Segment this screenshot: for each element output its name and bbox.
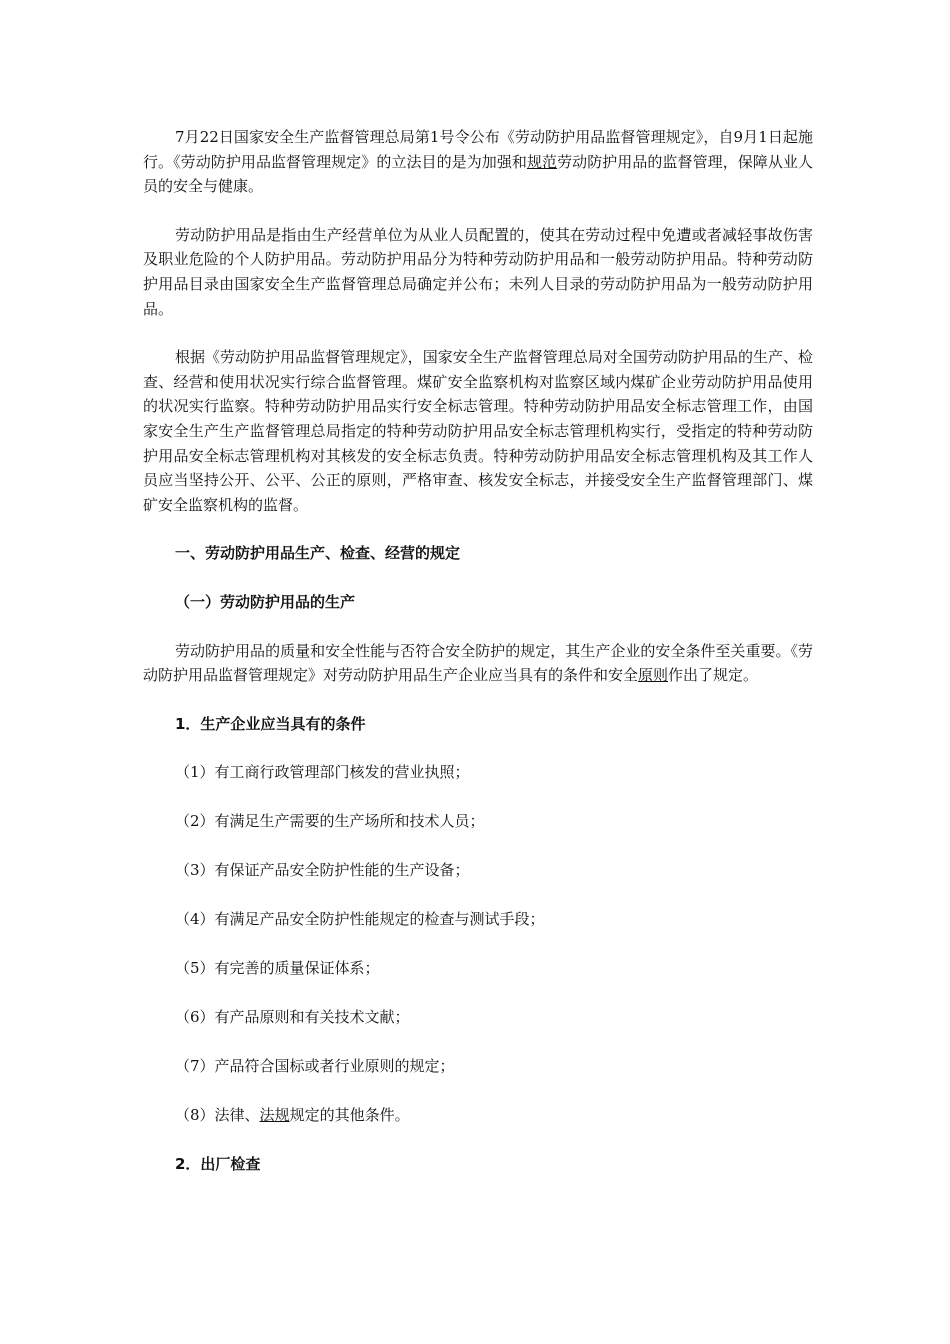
list-item [143, 1103, 813, 1128]
text: （8）法律、 [175, 1106, 260, 1125]
text: 规定的其他条件。 [289, 1106, 410, 1125]
list-item: （7）产品符合国标或者行业原则的规定； [175, 1057, 455, 1076]
text: 作出了规定。 [668, 666, 759, 685]
section-heading-1: 一、劳动防护用品生产、检查、经营的规定 [175, 544, 461, 563]
heading-conditions: 1．生产企业应当具有的条件 [175, 714, 366, 733]
subsection-heading-production: （一）劳动防护用品的生产 [175, 592, 356, 611]
text: 7月22日国家安全生产监督管理总局第1号令公布《劳动防护用品监督管理规定》，自9月1日起施行。《劳动防护用品监督管理规定》的立法目的是为加强和 [143, 128, 813, 171]
paragraph-production [143, 639, 813, 688]
text: 劳动防护用品的监督管理，保障从业人员的安全与健康。 [143, 152, 813, 196]
list-item: （4）有满足产品安全防护性能规定的检查与测试手段； [175, 910, 545, 929]
paragraph-definition: 劳动防护用品是指由生产经营单位为从业人员配置的，使其在劳动过程中免遭或者减轻事故伤害及职业危险的个人防护用品。劳动防护用品分为特种劳动防护用品和一般劳动防护用品。特种劳动防护用品目录由国家安全生产监督管理总局确定并公布；未列人目录的劳动防护用品为一般劳动防护用品。 [143, 225, 813, 318]
list-item: （6）有产品原则和有关技术文献； [175, 1008, 410, 1027]
heading-factory-inspection: 2．出厂检查 [175, 1155, 261, 1174]
paragraph-intro [143, 125, 813, 199]
list-item: （2）有满足生产需要的生产场所和技术人员； [175, 812, 485, 831]
link-yuanze[interactable]: 原则 [638, 666, 669, 685]
document-page [143, 125, 813, 1201]
link-guifan[interactable]: 规范 [526, 152, 558, 171]
list-item: （3）有保证产品安全防护性能的生产设备； [175, 861, 470, 880]
link-fagui[interactable]: 法规 [259, 1106, 290, 1125]
list-item: （1）有工商行政管理部门核发的营业执照； [175, 763, 470, 782]
list-item: （5）有完善的质量保证体系； [175, 959, 380, 978]
paragraph-supervision: 根据《劳动防护用品监督管理规定》，国家安全生产监督管理总局对全国劳动防护用品的生产、检查、经营和使用状况实行综合监督管理。煤矿安全监察机构对监察区域内煤矿企业劳动防护用品使用的状况实行监察。特种劳动防护用品实行安全标志管理。特种劳动防护用品安全标志管理工作，由国家安全生产生产监督管理总局指定的特种劳动防护用品安全标志管理机构实行，受指定的特种劳动防护用品安全标志管理机构对其核发的安全标志负责。特种劳动防护用品安全标志管理机构及其工作人员应当坚持公开、公平、公正的原则，严格审查、核发安全标志，并接受安全生产监督管理部门、煤矿安全监察机构的监督。 [143, 348, 813, 514]
text: 劳动防护用品的质量和安全性能与否符合安全防护的规定，其生产企业的安全条件至关重要。《劳动防护用品监督管理规定》对劳动防护用品生产企业应当具有的条件和安全 [143, 641, 813, 685]
